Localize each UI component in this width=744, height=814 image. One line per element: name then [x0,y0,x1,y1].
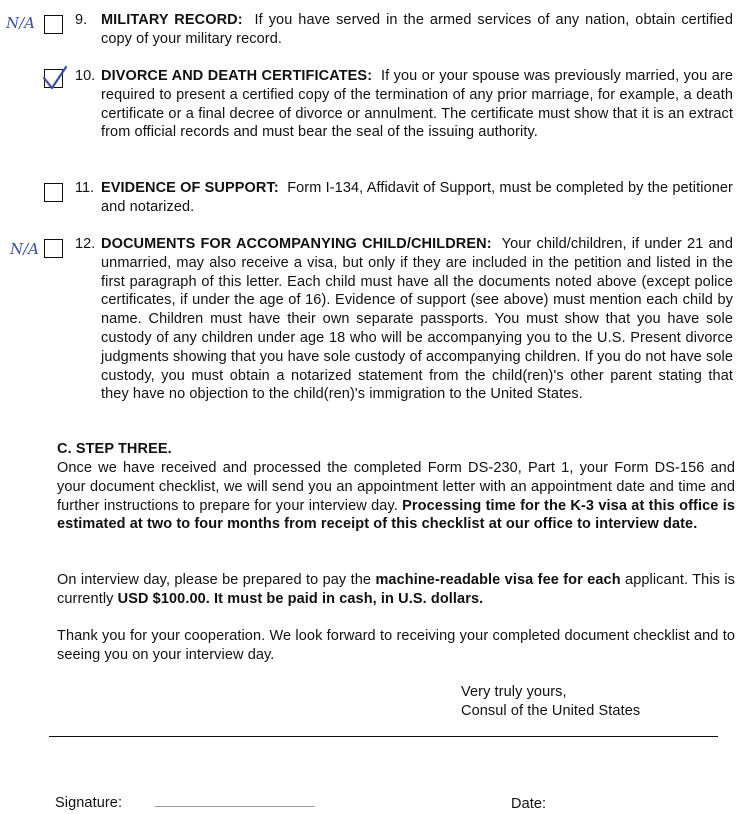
handwritten-na-mark: N/A [10,240,40,258]
item-number: 10. [75,68,96,84]
closing-signatory: Consul of the United States [461,703,641,719]
fee-bold-text: machine-readable visa fee for each [375,572,621,588]
item-title: EVIDENCE OF SUPPORT: [101,180,279,196]
step-three-paragraph [57,459,735,534]
item-text: Your child/children, if under 21 and unmarried, may also receive a visa, but only if they are included in the petition and listed in the first paragraph of this letter. Each child must have all the documents noted above (except police certificates, if under the age of 16). Evidence of support (see above) must mention each child by name. Children must have their own separate passports. You must show that you have sole custody of any children under age 18 who will be accompanying you to the U.S. Present divorce judgments showing that you have sole custody of accompanying children. If you do not have sole custody, you must obtain a notarized statement from the child(ren)'s other parent stating that they have no objection to the child(ren)'s immigration to the United States. [101,236,733,403]
signature-label: Signature: [55,795,123,811]
date-label: Date: [511,796,547,812]
step-three-heading: C. STEP THREE. [57,441,172,457]
fee-text: On interview day, please be prepared to pay the [57,572,372,588]
checkbox-divorce-death[interactable] [44,69,63,88]
checkbox-child-documents[interactable] [44,239,63,258]
checkmark-icon [41,64,69,92]
processing-time-note: Processing time for the K-3 visa at this office is estimated at two to four months from receipt of this checklist at our office to interview date. [57,497,735,533]
thank-you-paragraph: Thank you for your cooperation. We look forward to receiving your completed document checklist and to seeing you on your interview day. [57,628,735,663]
item-title: MILITARY RECORD: [101,12,243,28]
item-title: DOCUMENTS FOR ACCOMPANYING CHILD/CHILDREN: [101,236,492,252]
signature-field[interactable] [155,806,315,807]
item-text: If you have served in the armed services of any nation, obtain certified copy of your military record. [101,12,733,47]
divider-line [49,736,718,737]
checkbox-evidence-support[interactable] [44,183,63,202]
item-evidence-support [101,179,733,217]
item-text: If you or your spouse was previously married, you are required to present a certified copy of the termination of any prior marriage, for example, a death certificate or a final decree of divorce or annulment. The certificate must show that it is an extract from official records and must bear the seal of the issuing authority. [101,68,733,141]
item-divorce-death [101,67,733,142]
item-military-record [101,11,733,49]
item-number: 11. [75,180,95,196]
checkbox-military-record[interactable] [44,15,63,34]
item-number: 9. [75,12,88,28]
step-text: Once we have received and processed the completed Form DS-230, Part 1, your Form DS-156 and your document checklist, we will send you an appointment letter with an appointment date and time and further instructions to prepare for your interview day. [57,460,735,514]
fee-amount: USD $100.00. It must be paid in cash, in U.S. dollars. [117,590,484,607]
interview-fee-paragraph [57,571,735,609]
handwritten-na-mark: N/A [6,14,36,32]
item-child-documents [101,235,733,404]
item-text: Form I-134, Affidavit of Support, must be completed by the petitioner and notarized. [101,180,733,215]
fee-text: applicant. This is currently [57,572,736,607]
item-title: DIVORCE AND DEATH CERTIFICATES: [101,68,373,84]
item-number: 12. [75,236,96,252]
closing-salutation: Very truly yours, [461,684,567,700]
